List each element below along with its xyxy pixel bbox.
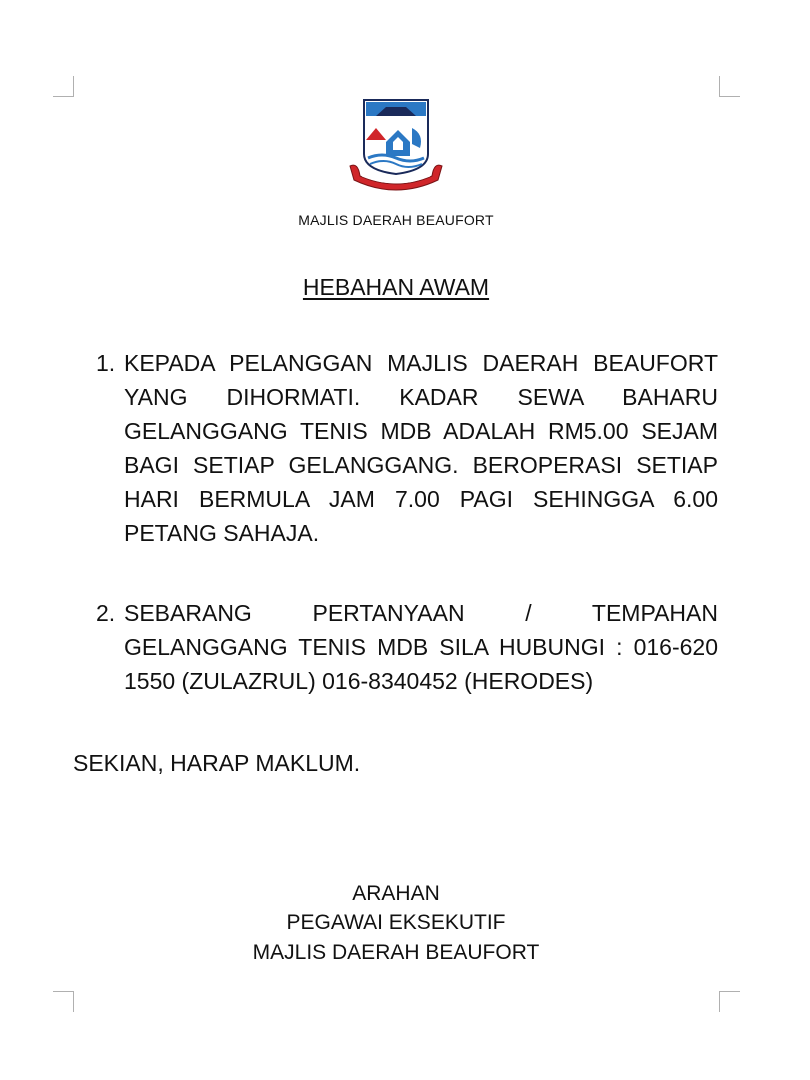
notice-item-2	[96, 596, 718, 698]
signature-line-1: ARAHAN	[352, 882, 440, 905]
organization-heading: MAJLIS DAERAH BEAUFORT	[298, 212, 494, 228]
crop-mark-bottom-left	[53, 991, 74, 1012]
crop-mark-bottom-right	[719, 991, 740, 1012]
signature-line-2: PEGAWAI EKSEKUTIF	[286, 911, 506, 934]
council-logo	[346, 96, 446, 196]
signature-line-3: MAJLIS DAERAH BEAUFORT	[252, 941, 540, 964]
crop-mark-top-left	[53, 76, 74, 97]
notice-item-1	[96, 346, 718, 550]
notice-title: HEBAHAN AWAM	[302, 274, 490, 300]
item-number: 2.	[96, 600, 116, 626]
closing-remark: SEKIAN, HARAP MAKLUM.	[73, 750, 361, 776]
item-number: 1.	[96, 350, 116, 376]
item-text: KEPADA PELANGGAN MAJLIS DAERAH BEAUFORT YANG DIHORMATI. KADAR SEWA BAHARU GELANGGANG TENIS MDB ADALAH RM5.00 SEJAM BAGI SETIAP GELANGGANG. BEROPERASI SETIAP HARI BERMULA JAM 7.00 PAGI SEHINGGA 6.00 PETANG SAHAJA.	[124, 350, 718, 546]
crop-mark-top-right	[719, 76, 740, 97]
item-text: SEBARANG PERTANYAAN / TEMPAHAN GELANGGANG TENIS MDB SILA HUBUNGI : 016-620 1550 (ZULAZRUL) 016-8340452 (HERODES)	[124, 600, 718, 694]
